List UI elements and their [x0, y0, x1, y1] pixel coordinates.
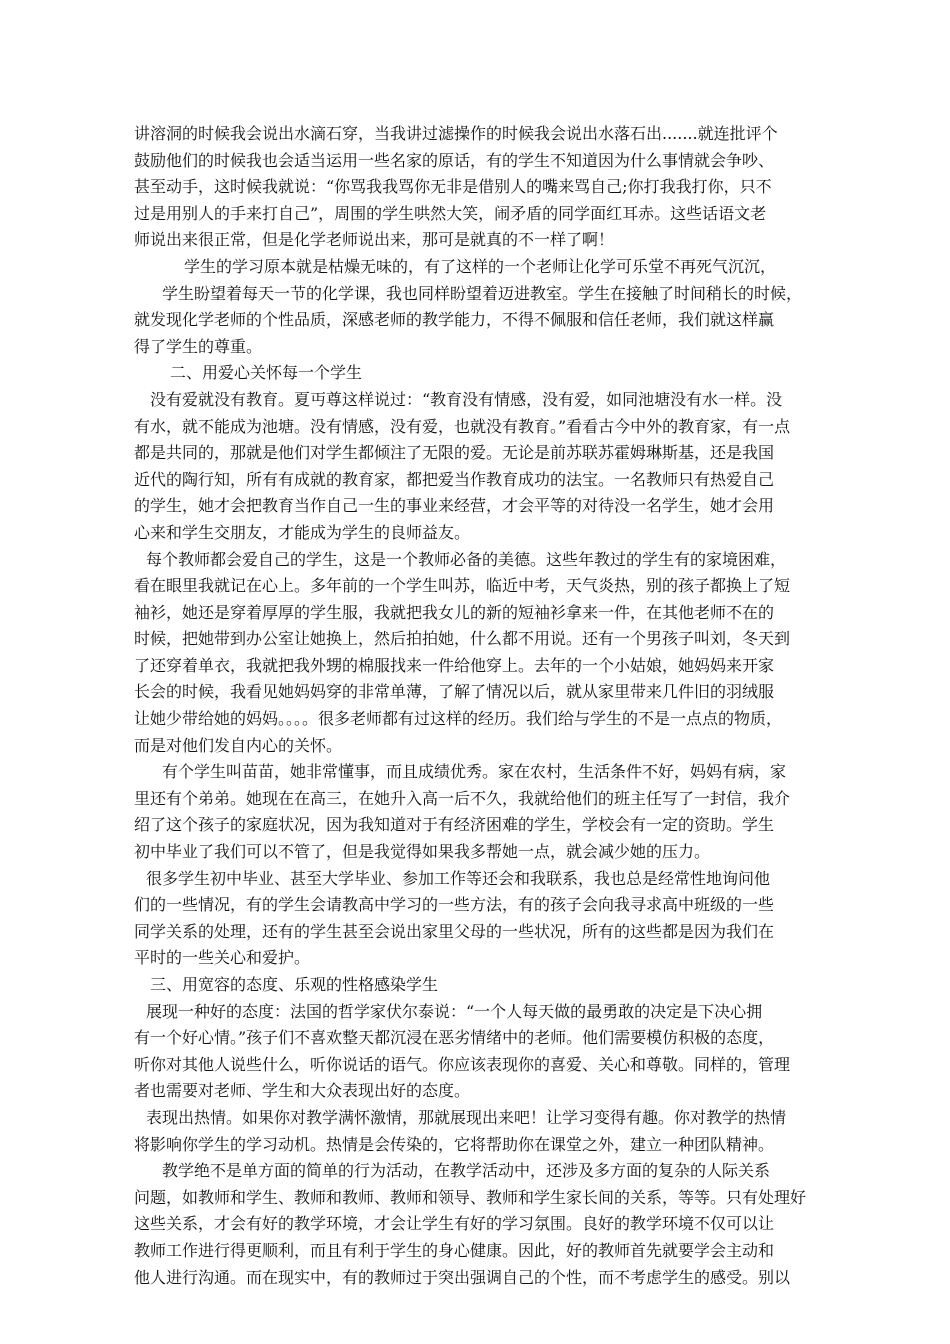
text-line: 的学生，她才会把教育当作自己一生的事业来经营，才会平等的对待没一名学生，她才会用: [134, 496, 775, 516]
text-line: 听你对其他人说些什么，听你说话的语气。你应该表现你的喜爱、关心和尊敬。同样的，管理: [134, 1054, 791, 1074]
text-line: 都是共同的，那就是他们对学生都倾注了无限的爱。无论是前苏联苏霍姆琳斯基，还是我国: [134, 443, 775, 463]
text-line: 每个教师都会爱自己的学生，这是一个教师必备的美德。这些年教过的学生有的家境困难，: [146, 549, 787, 569]
text-line: 而是对他们发自内心的关怀。: [134, 735, 343, 755]
text-line: 有个学生叫苗苗，她非常懂事，而且成绩优秀。家在农村，生活条件不好，妈妈有病，家: [162, 762, 787, 782]
text-line: 初中毕业了我们可以不管了，但是我觉得如果我多帮她一点，就会减少她的压力。: [134, 842, 711, 862]
text-line: 时候，把她带到办公室让她换上，然后拍拍她，什么都不用说。还有一个男孩子叫刘，冬天到: [134, 629, 791, 649]
text-line: 教师工作进行得更顺利，而且有利于学生的身心健康。因此，好的教师首先就要学会主动和: [134, 1240, 775, 1260]
text-line: 看在眼里我就记在心上。多年前的一个学生叫苏，临近中考，天气炎热，别的孩子都换上了短: [134, 576, 791, 596]
text-line: 没有爱就没有教育。夏丏尊这样说过：“教育没有情感，没有爱，如同池塘没有水一样。没: [150, 389, 783, 409]
text-line: 鼓励他们的时候我也会适当运用一些名家的原话，有的学生不知道因为什么事情就会争吵、: [134, 150, 775, 170]
text-line: 三、用宽容的态度、乐观的性格感染学生: [150, 975, 439, 994]
text-line: 过是用别人的手来打自己”，周围的学生哄然大笑，闹矛盾的同学面红耳赤。这些话语文老: [134, 203, 767, 223]
document-body: [134, 121, 824, 1291]
text-line: 就发现化学老师的个性品质，深感老师的教学能力，不得不佩服和信任老师，我们就这样赢: [134, 310, 775, 330]
text-line: 了还穿着单衣，我就把我外甥的棉服找来一件给他穿上。去年的一个小姑娘，她妈妈来开家: [134, 655, 775, 675]
text-line: 教学绝不是单方面的简单的行为活动，在教学活动中，还涉及多方面的复杂的人际关系: [162, 1161, 771, 1181]
text-line: 表现出热情。如果你对教学满怀激情，那就展现出来吧！让学习变得有趣。你对教学的热情: [146, 1107, 787, 1127]
text-line: 二、用爱心关怀每一个学生: [170, 363, 363, 383]
text-line: 展现一种好的态度：法国的哲学家伏尔泰说：“一个人每天做的最勇敢的决定是下决心拥: [146, 1001, 763, 1021]
text-line: 心来和学生交朋友，才能成为学生的良师益友。: [134, 522, 471, 542]
text-line: 讲溶洞的时候我会说出水滴石穿，当我讲过滤操作的时候我会说出水落石出.......就连批评个: [134, 124, 778, 143]
text-line: 将影响你学生的学习动机。热情是会传染的，它将帮助你在课堂之外，建立一种团队精神。: [134, 1134, 775, 1154]
text-line: 他人进行沟通。而在现实中，有的教师过于突出强调自己的个性，而不考虑学生的感受。别以: [134, 1267, 791, 1287]
text-line: 这些关系，才会有好的教学环境，才会让学生有好的学习氛围。良好的教学环境不仅可以让: [134, 1214, 775, 1234]
text-line: 绍了这个孩子的家庭状况，因为我知道对于有经济困难的学生，学校会有一定的资助。学生: [134, 815, 775, 835]
text-line: 袖衫，她还是穿着厚厚的学生服，我就把我女儿的新的短袖衫拿来一件，在其他老师不在的: [134, 602, 775, 622]
text-line: 让她少带给她的妈妈。。。。很多老师都有过这样的经历。我们给与学生的不是一点点的物质，: [134, 709, 783, 729]
text-line: 学生盼望着每天一节的化学课，我也同样盼望着迈进教室。学生在接触了时间稍长的时候，: [162, 283, 803, 303]
text-line: 有一个好心情。”孩子们不喜欢整天都沉浸在恶劣情绪中的老师。他们需要模仿积极的态度，: [134, 1028, 775, 1048]
text-line: 问题，如教师和学生、教师和教师、教师和领导、教师和学生家长间的关系，等等。只有处理好: [134, 1187, 807, 1207]
text-line: 学生的学习原本就是枯燥无味的，有了这样的一个老师让化学可乐堂不再死气沉沉，: [184, 256, 777, 276]
text-line: 有水，就不能成为池塘。没有情感，没有爱，也就没有教育。”看看古今中外的教育家，有一点: [134, 416, 791, 436]
text-line: 甚至动手，这时候我就说：“你骂我我骂你无非是借别人的嘴来骂自己;你打我我打你，只不: [134, 177, 772, 197]
text-line: 者也需要对老师、学生和大众表现出好的态度。: [134, 1081, 471, 1101]
text-line: 师说出来很正常，但是化学老师说出来，那可是就真的不一样了啊！: [134, 230, 615, 250]
text-line: 得了学生的尊重。: [134, 336, 263, 356]
text-line: 长会的时候，我看见她妈妈穿的非常单薄，了解了情况以后，就从家里带来几件旧的羽绒服: [134, 682, 775, 702]
text-line: 近代的陶行知，所有有成就的教育家，都把爱当作教育成功的法宝。一名教师只有热爱自己: [134, 469, 775, 489]
text-line: 平时的一些关心和爱护。: [134, 948, 311, 968]
text-line: 同学关系的处理，还有的学生甚至会说出家里父母的一些状况，所有的这些都是因为我们在: [134, 921, 775, 941]
text-line: 很多学生初中毕业、甚至大学毕业、参加工作等还会和我联系，我也总是经常性地询问他: [146, 868, 771, 888]
text-line: 里还有个弟弟。她现在在高三，在她升入高一后不久，我就给他们的班主任写了一封信，我介: [134, 788, 791, 808]
text-line: 们的一些情况，有的学生会请教高中学习的一些方法，有的孩子会向我寻求高中班级的一些: [134, 895, 775, 915]
